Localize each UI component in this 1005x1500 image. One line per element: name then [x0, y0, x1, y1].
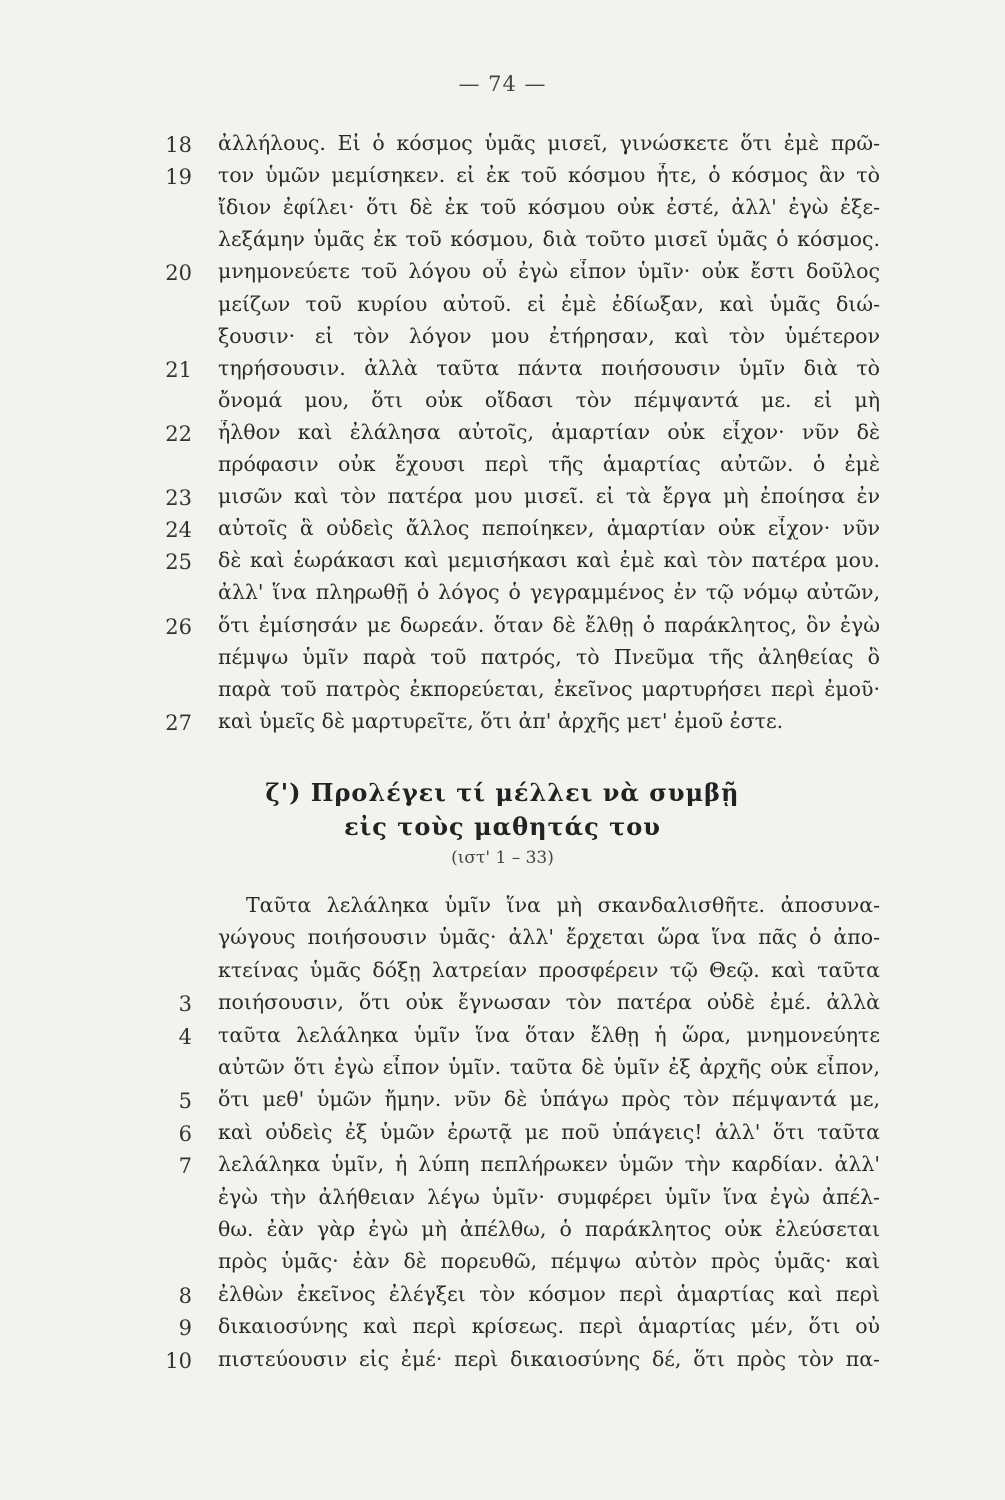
text-line — [0, 1150, 1005, 1182]
text-line — [0, 923, 1005, 955]
line-text: ὄνομά μου, ὅτι οὐκ οἴδασι τὸν πέμψαντά με. εἰ μὴ — [218, 387, 880, 412]
text-line — [0, 482, 1005, 514]
verse-number: 19 — [165, 165, 192, 190]
text-line — [0, 675, 1005, 707]
line-text: ὅτι ἐμίσησάν με δωρεάν. ὅταν δὲ ἔλθῃ ὁ παράκλητος, ὃν ἐγὼ — [218, 612, 880, 637]
line-text: θω. ἐὰν γὰρ ἐγὼ μὴ ἀπέλθω, ὁ παράκλητος οὐκ ἐλεύσεται — [218, 1217, 880, 1241]
page-number: — 74 — — [458, 72, 547, 96]
verse-number: 24 — [165, 518, 192, 543]
line-text: ἦλθον καὶ ἐλάλησα αὐτοῖς, ἁμαρτίαν οὐκ εἶχον· νῦν δὲ — [218, 419, 880, 444]
line-text: ποιήσουσιν, ὅτι οὐκ ἔγνωσαν τὸν πατέρα οὐδὲ ἐμέ. ἀλλὰ — [218, 990, 880, 1015]
line-text: γώγους ποιήσουσιν ὑμᾶς· ἀλλ' ἔρχεται ὥρα ἵνα πᾶς ὁ ἀπο- — [218, 925, 880, 950]
text-line — [0, 322, 1005, 354]
text-line — [0, 450, 1005, 482]
line-text: ὅτι μεθ' ὑμῶν ἤμην. νῦν δὲ ὑπάγω πρὸς τὸν πέμψαντά με, — [218, 1087, 880, 1112]
text-line — [0, 290, 1005, 322]
verse-number: 23 — [165, 486, 192, 511]
verse-number: 27 — [165, 710, 192, 735]
verse-number: 6 — [178, 1121, 192, 1146]
line-text: δικαιοσύνης καὶ περὶ κρίσεως. περὶ ἁμαρτίας μέν, ὅτι οὐ — [218, 1314, 880, 1339]
text-line — [0, 514, 1005, 546]
line-text: κτείνας ὑμᾶς δόξῃ λατρείαν προσφέρειν τῷ Θεῷ. καὶ ταῦτα — [218, 957, 880, 982]
verse-number: 20 — [165, 261, 192, 286]
line-text: ἀλλήλους. Εἰ ὁ κόσμος ὑμᾶς μισεῖ, γινώσκετε ὅτι ἐμὲ πρῶ- — [218, 131, 880, 155]
text-line — [0, 193, 1005, 225]
line-text: πέμψω ὑμῖν παρὰ τοῦ πατρός, τὸ Πνεῦμα τῆς ἀληθείας ὃ — [218, 644, 880, 669]
text-line — [0, 1118, 1005, 1150]
line-text: τηρήσουσιν. ἀλλὰ ταῦτα πάντα ποιήσουσιν ὑμῖν διὰ τὸ — [218, 355, 880, 380]
line-text: αὐτῶν ὅτι ἐγὼ εἶπον ὑμῖν. ταῦτα δὲ ὑμῖν ἐξ ἀρχῆς οὐκ εἶπον, — [218, 1055, 880, 1079]
text-line — [0, 1280, 1005, 1312]
text-line — [0, 1183, 1005, 1215]
line-text: ταῦτα λελάληκα ὑμῖν ἵνα ὅταν ἔλθῃ ἡ ὥρα, μνημονεύητε — [218, 1022, 880, 1047]
text-line — [0, 418, 1005, 450]
line-text: μισῶν καὶ τὸν πατέρα μου μισεῖ. εἰ τὰ ἔργα μὴ ἐποίησα ἐν — [218, 484, 880, 509]
line-text: ξουσιν· εἰ τὸν λόγον μου ἐτήρησαν, καὶ τὸν ὑμέτερον — [218, 323, 880, 348]
verse-number: 21 — [165, 357, 192, 382]
verse-number: 26 — [165, 614, 192, 639]
line-text: ἀλλ' ἵνα πληρωθῇ ὁ λόγος ὁ γεγραμμένος ἐν τῷ νόμῳ αὐτῶν, — [218, 580, 880, 605]
text-line — [0, 386, 1005, 418]
text-line — [0, 707, 1005, 739]
text-line — [0, 1345, 1005, 1377]
line-text: αὐτοῖς ἃ οὐδεὶς ἄλλος πεποίηκεν, ἁμαρτίαν οὐκ εἶχον· νῦν — [218, 516, 880, 541]
text-line — [0, 1312, 1005, 1344]
verse-number: 4 — [178, 1024, 192, 1049]
line-text: δὲ καὶ ἑωράκασι καὶ μεμισήκασι καὶ ἐμὲ καὶ τὸν πατέρα μου. — [218, 548, 880, 573]
line-text: μείζων τοῦ κυρίου αὐτοῦ. εἰ ἐμὲ ἐδίωξαν, καὶ ὑμᾶς διώ- — [218, 291, 880, 316]
line-text: πιστεύουσιν εἰς ἐμέ· περὶ δικαιοσύνης δέ, ὅτι πρὸς τὸν πα- — [218, 1346, 880, 1371]
text-line — [0, 1215, 1005, 1247]
verse-number: 18 — [165, 133, 192, 157]
line-text: πρὸς ὑμᾶς· ἐὰν δὲ πορευθῶ, πέμψω αὐτὸν πρὸς ὑμᾶς· καὶ — [218, 1249, 880, 1274]
line-text: ἴδιον ἐφίλει· ὅτι δὲ ἐκ τοῦ κόσμου οὐκ ἐστέ, ἀλλ' ἐγὼ ἐξε- — [218, 195, 880, 220]
text-line — [0, 1053, 1005, 1085]
line-text: παρὰ τοῦ πατρὸς ἐκπορεύεται, ἐκεῖνος μαρτυρήσει περὶ ἐμοῦ· — [218, 676, 880, 701]
verse-number: 8 — [178, 1283, 192, 1308]
text-line — [0, 611, 1005, 643]
verse-number: 3 — [178, 992, 192, 1017]
text-line — [0, 129, 1005, 161]
text-line — [0, 578, 1005, 610]
verse-number: 9 — [178, 1316, 192, 1341]
text-line — [0, 257, 1005, 289]
section-reference: (ιστ' 1 – 33) — [451, 848, 554, 868]
text-line — [0, 1247, 1005, 1279]
line-text: Ταῦτα λελάληκα ὑμῖν ἵνα μὴ σκανδαλισθῆτε. ἀποσυνα- — [246, 893, 880, 917]
text-line — [0, 643, 1005, 675]
line-text: τον ὑμῶν μεμίσηκεν. εἰ ἐκ τοῦ κόσμου ἦτε, ὁ κόσμος ἂν τὸ — [218, 163, 880, 188]
line-text: ἐγὼ τὴν ἀλήθειαν λέγω ὑμῖν· συμφέρει ὑμῖν ἵνα ἐγὼ ἀπέλ- — [218, 1184, 880, 1209]
line-text: λεξάμην ὑμᾶς ἐκ τοῦ κόσμου, διὰ τοῦτο μισεῖ ὑμᾶς ὁ κόσμος. — [218, 227, 880, 252]
section-heading-line1: ζ') Προλέγει τί μέλλει νὰ συμβῇ — [265, 778, 740, 807]
line-text: καὶ οὐδεὶς ἐξ ὑμῶν ἐρωτᾷ με ποῦ ὑπάγεις! ἀλλ' ὅτι ταῦτα — [218, 1119, 880, 1144]
verse-number: 10 — [165, 1348, 192, 1373]
line-text: πρόφασιν οὐκ ἔχουσι περὶ τῆς ἁμαρτίας αὐτῶν. ὁ ἐμὲ — [218, 452, 880, 476]
verse-number: 7 — [178, 1154, 192, 1179]
text-line — [0, 1021, 1005, 1053]
text-line — [0, 354, 1005, 386]
line-text: μνημονεύετε τοῦ λόγου οὗ ἐγὼ εἶπον ὑμῖν· οὐκ ἔστι δοῦλος — [218, 259, 880, 284]
verse-number: 25 — [165, 550, 192, 575]
line-text: καὶ ὑμεῖς δὲ μαρτυρεῖτε, ὅτι ἀπ' ἀρχῆς μετ' ἐμοῦ ἐστε. — [218, 708, 784, 733]
line-text: λελάληκα ὑμῖν, ἡ λύπη πεπλήρωκεν ὑμῶν τὴν καρδίαν. ἀλλ' — [218, 1152, 880, 1177]
verse-number: 22 — [165, 421, 192, 446]
verse-number: 5 — [178, 1089, 192, 1114]
text-line — [0, 956, 1005, 988]
text-line — [0, 546, 1005, 578]
text-line — [0, 225, 1005, 257]
line-text: ἐλθὼν ἐκεῖνος ἐλέγξει τὸν κόσμον περὶ ἁμαρτίας καὶ περὶ — [218, 1281, 880, 1306]
text-line — [0, 891, 1005, 923]
section-heading-line2: εἰς τοὺς μαθητάς του — [344, 812, 661, 841]
text-line — [0, 161, 1005, 193]
text-line — [0, 988, 1005, 1020]
text-line — [0, 1085, 1005, 1117]
